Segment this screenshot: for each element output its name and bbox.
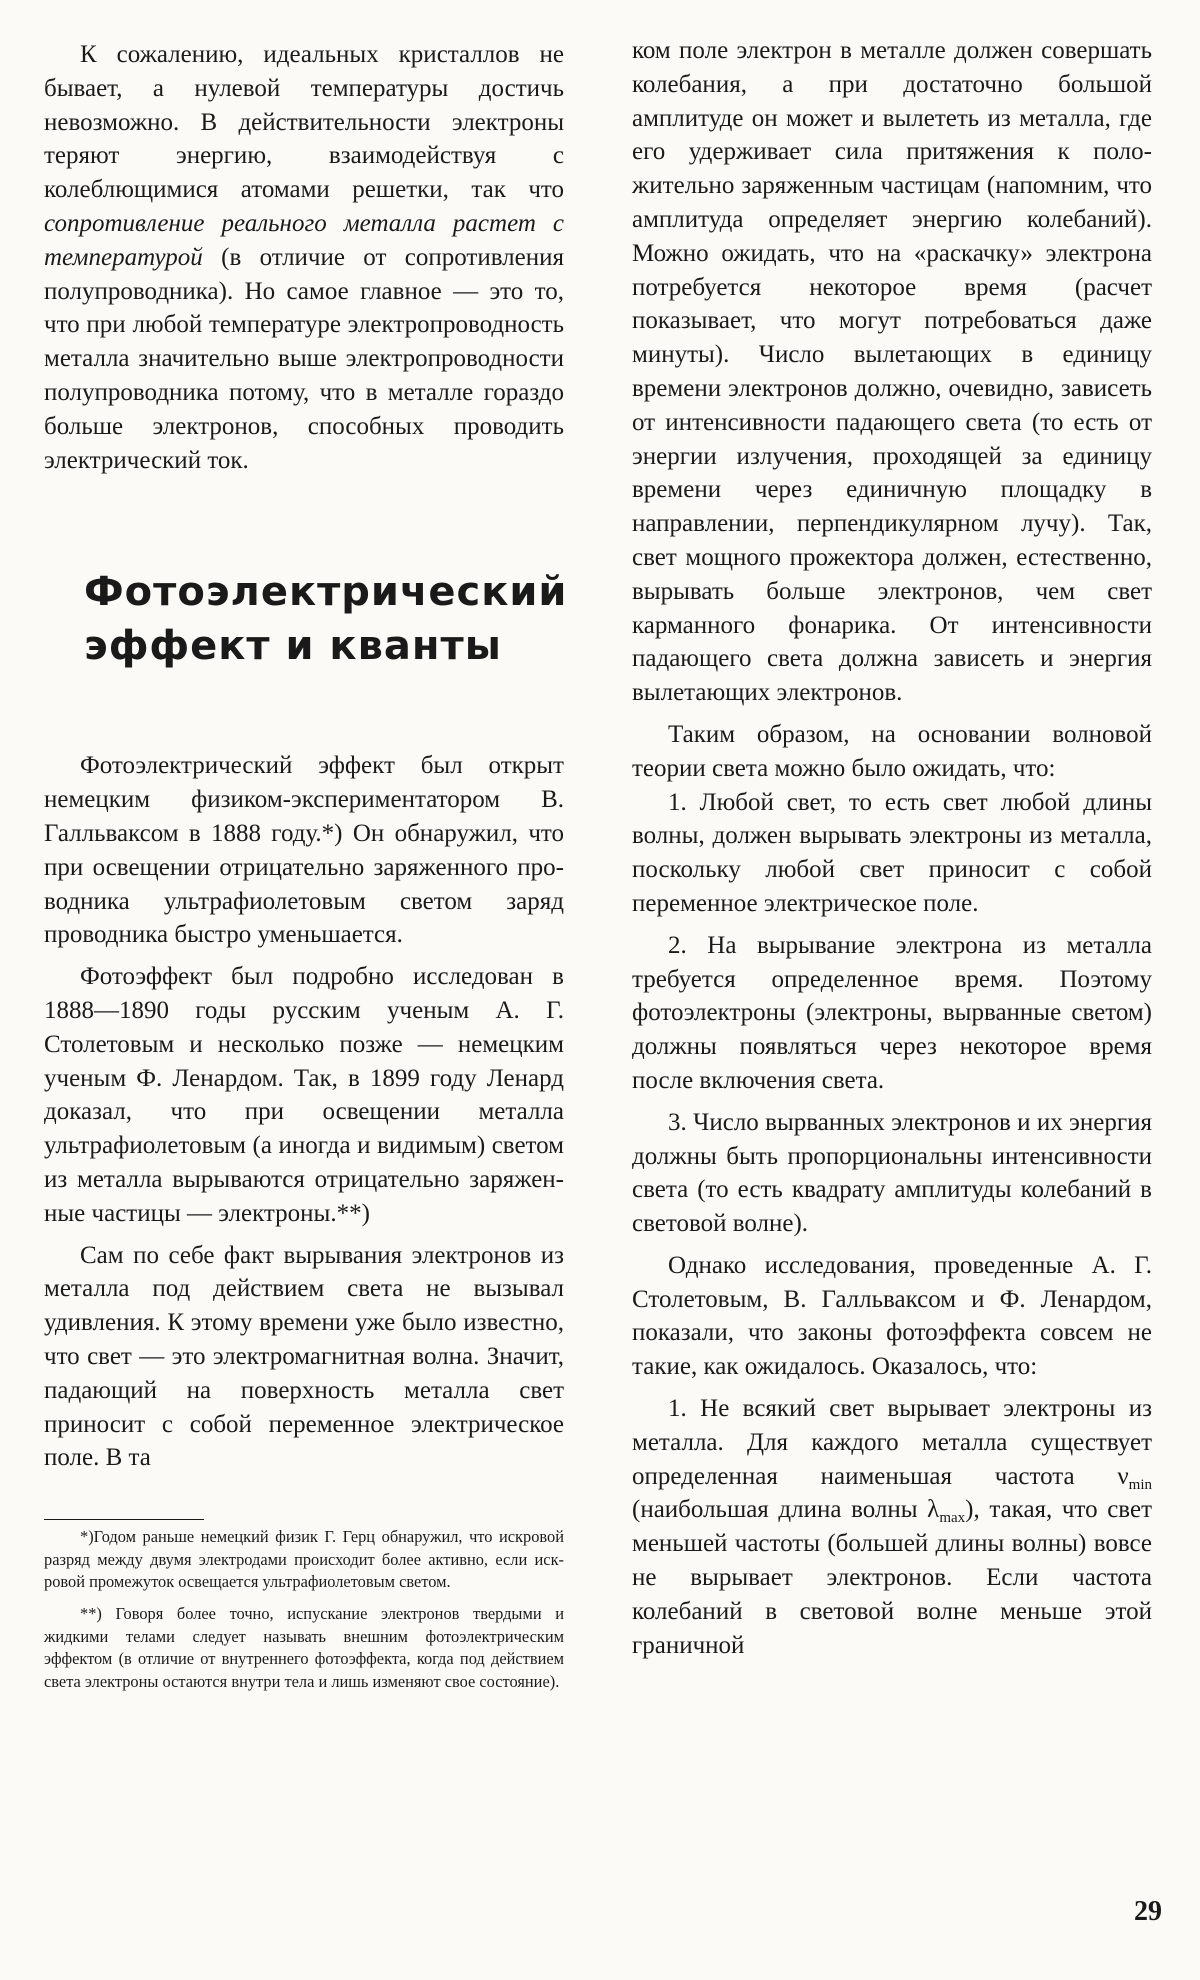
left-column: [44, 38, 568, 1693]
list-item-1: 1. Любой свет, то есть свет любой длины волны, должен вырывать электроны из металла, поскольку любой свет приносит с собой переменное электрическое поле.: [632, 788, 1152, 917]
paragraph-stoletov: Фотоэффект был подробно исследован в 1888—1890 годы русским ученым А. Г. Столетовым и несколько позже — немецким ученым Ф. Ленардом. Так, в 1899 году Ленард доказал, что при освещении металла ультрафиолетовым (а иногда и видимым) светом из металла вырываются отрицательно заряженные частицы — электроны.**): [44, 963, 564, 1227]
law-item-1: 1. Не всякий свет вырывает электроны из металла. Для каждого металла существует определенная наименьшая частота $\nu_{min}$ (наибольшая длина волны $\lambda_{max}$), такая, что свет меньшей частоты (большей длины волны) вовсе не вырывает электронов. Если частота колебаний в световой волне меньше этой граничной: [632, 1395, 1152, 1659]
page-number: 29: [1134, 1896, 1162, 1927]
footnote-2: **) Говоря более точно, испускание электронов твердыми и жидкими телами следует называть внешним фотоэлектрическим эффектом (в отличие от внутреннего фотоэффекта, когда под действием света электроны остаются внутри тела и лишь изменяют свое состояние).: [44, 1604, 564, 1691]
paragraph-expectations: Таким образом, на основании волновой теории света можно было ожидать, что:: [632, 720, 1152, 782]
paragraph-electromagnetic: Сам по себе факт вырывания электронов из металла под действием света не вызывал удивления. К этому времени уже было известно, что свет — это электромагнитная волна. Значит, падающий на поверхность металла свет приносит с собой переменное электрическое поле. В та: [44, 1241, 564, 1472]
subscript-max: max: [939, 1510, 966, 1527]
section-heading-line-2: эффект и кванты: [84, 623, 502, 670]
section-heading: [84, 565, 568, 673]
right-column: [632, 34, 1152, 1662]
italic-emphasis: сопротивление реального металла растет с температурой: [44, 209, 564, 271]
paragraph-crystals: К сожалению, идеальных кристаллов не бывает, а нулевой температуры достичь невозможно. В действительности электроны теряют энергию, взаимодействуя с колеблющимися атомами решетки, так что сопротивление реального металла растет с температурой (в отличие от сопротивления полупроводника). Но самое главное — это то, что при любой температуре электропроводность металла значительно выше электропроводности полупроводника потому, что в металле гораздо больше электронов, способных проводить электрический ток.: [44, 41, 564, 474]
subscript-min: min: [1128, 1476, 1152, 1493]
paragraph-continuation: ком поле электрон в металле должен совершать колебания, а при достаточно большой амплитуде он может и вылететь из металла, где его удерживает сила притяжения к положительно заряженным частицам (напомним, что амплитуда определяет энергию колебаний). Можно ожидать, что на «раскачку» электрона потребуется некоторое время (расчет показывает, что могут потребоваться даже минуты). Число вылетающих в единицу времени электронов должно, очевидно, зависеть от интенсивности падающего света (то есть от энергии излучения, проходящей за единицу времени через единичную площадку в направлении, перпендикулярном лучу). Так, свет мощного прожектора должен, естественно, вырывать больше электронов, чем свет карманного фонарика. От интенсивности падающего света должна зависеть и энергия вылетающих электронов.: [632, 37, 1152, 707]
list-item-3: 3. Число вырванных электронов и их энергия должны быть пропорциональны интенсивности света (то есть квадрату амплитуды колебаний в световой волне).: [632, 1108, 1152, 1238]
list-item-2: 2. На вырывание электрона из металла требуется определенное время. Поэтому фотоэлектроны (электроны, вырванные светом) должны появляться через некоторое время после включения света.: [632, 931, 1152, 1094]
paragraph-however: Однако исследования, проведенные А. Г. Столетовым, В. Галльваксом и Ф. Ленардом, показали, что законы фотоэффекта совсем не такие, как ожидалось. Оказалось, что:: [632, 1251, 1152, 1381]
footnote-1: *)Годом раньше немецкий физик Г. Герц обнаружил, что искровой разряд между двумя электродами происходит более активно, если искровой промежуток освещается ультрафиолетовым светом.: [44, 1527, 564, 1591]
paragraph-discovery: Фотоэлектрический эффект был открыт немецким физиком-экспериментатором В. Галльваксом в 1888 году.*) Он обнаружил, что при освещении отрицательно заряженного проводника ультрафиолетовым светом заряд проводника быстро уменьшается.: [44, 752, 564, 949]
section-heading-line-1: Фотоэлектрический: [84, 569, 568, 616]
footnote-divider: [44, 1519, 204, 1520]
